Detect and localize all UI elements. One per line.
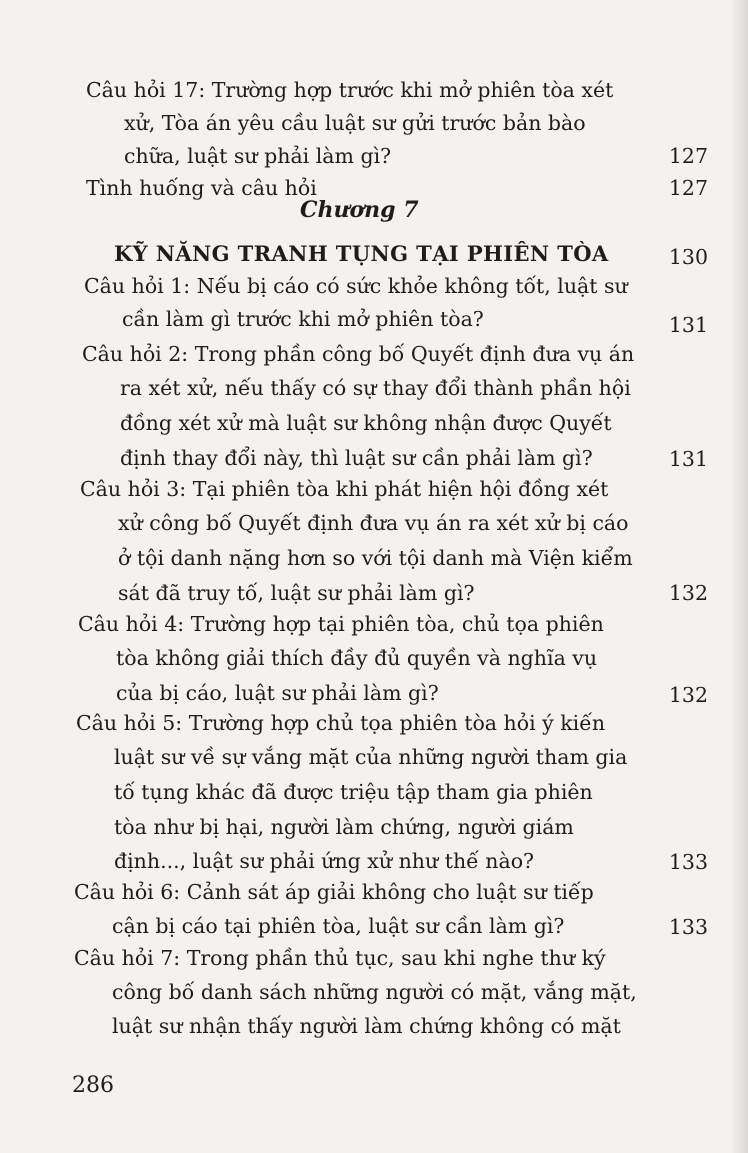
toc-entry-line: đồng xét xử mà luật sư không nhận được Quyết — [120, 411, 612, 435]
toc-entry-line: tố tụng khác đã được triệu tập tham gia phiên — [114, 780, 593, 804]
chapter-label: Chương 7 — [300, 197, 419, 223]
toc-entry-line: Câu hỏi 6: Cảnh sát áp giải không cho luật sư tiếp — [74, 880, 594, 904]
toc-entry-line: xử, Tòa án yêu cầu luật sư gửi trước bản bào — [124, 111, 586, 135]
page-edge-shadow — [730, 0, 748, 1153]
toc-entry-line: chữa, luật sư phải làm gì? — [124, 144, 392, 168]
toc-entry-line: Tình huống và câu hỏi — [86, 176, 317, 200]
toc-page-number: 133 — [668, 850, 708, 874]
toc-entry-line: Câu hỏi 3: Tại phiên tòa khi phát hiện hội đồng xét — [80, 477, 609, 501]
toc-entry-line: ở tội danh nặng hơn so với tội danh mà Viện kiểm — [118, 546, 633, 570]
toc-page-number: 132 — [668, 581, 708, 605]
toc-page-number: 127 — [668, 144, 708, 168]
toc-page-number: 133 — [668, 915, 708, 939]
toc-page-number: 131 — [668, 447, 708, 471]
toc-entry-line: ra xét xử, nếu thấy có sự thay đổi thành phần hội — [120, 376, 631, 400]
toc-entry-line: Câu hỏi 5: Trường hợp chủ tọa phiên tòa hỏi ý kiến — [76, 711, 606, 735]
toc-entry-line: Câu hỏi 4: Trường hợp tại phiên tòa, chủ tọa phiên — [78, 612, 604, 636]
toc-entry-line: định..., luật sư phải ứng xử như thế nào? — [114, 849, 535, 873]
toc-entry-line: luật sư về sự vắng mặt của những người tham gia — [114, 745, 628, 769]
toc-entry-line: Câu hỏi 17: Trường hợp trước khi mở phiên tòa xét — [86, 78, 614, 102]
toc-page-number: 132 — [668, 683, 708, 707]
toc-entry-line: tòa như bị hại, người làm chứng, người giám — [114, 815, 574, 839]
toc-page-number: 127 — [668, 176, 708, 200]
toc-entry-line: định thay đổi này, thì luật sư cần phải làm gì? — [120, 446, 593, 470]
toc-entry-line: cận bị cáo tại phiên tòa, luật sư cần làm gì? — [112, 914, 565, 938]
toc-entry-line: Câu hỏi 2: Trong phần công bố Quyết định đưa vụ án — [82, 342, 635, 366]
toc-entry-line: luật sư nhận thấy người làm chứng không có mặt — [112, 1014, 621, 1038]
toc-entry-line: sát đã truy tố, luật sư phải làm gì? — [118, 581, 475, 605]
toc-entry-line: xử công bố Quyết định đưa vụ án ra xét xử bị cáo — [118, 511, 629, 535]
toc-page-number: 131 — [668, 313, 708, 337]
page-number: 286 — [72, 1073, 114, 1098]
toc-page-number: 130 — [668, 245, 708, 269]
toc-entry-line: cần làm gì trước khi mở phiên tòa? — [122, 307, 484, 331]
toc-entry-line: Câu hỏi 1: Nếu bị cáo có sức khỏe không tốt, luật sư — [84, 274, 628, 298]
toc-entry-line: công bố danh sách những người có mặt, vắng mặt, — [112, 980, 637, 1004]
toc-entry-line: của bị cáo, luật sư phải làm gì? — [116, 681, 439, 705]
chapter-title: KỸ NĂNG TRANH TỤNG TẠI PHIÊN TÒA — [114, 241, 609, 266]
toc-entry-line: tòa không giải thích đầy đủ quyền và nghĩa vụ — [116, 646, 598, 670]
toc-entry-line: Câu hỏi 7: Trong phần thủ tục, sau khi nghe thư ký — [74, 946, 606, 970]
